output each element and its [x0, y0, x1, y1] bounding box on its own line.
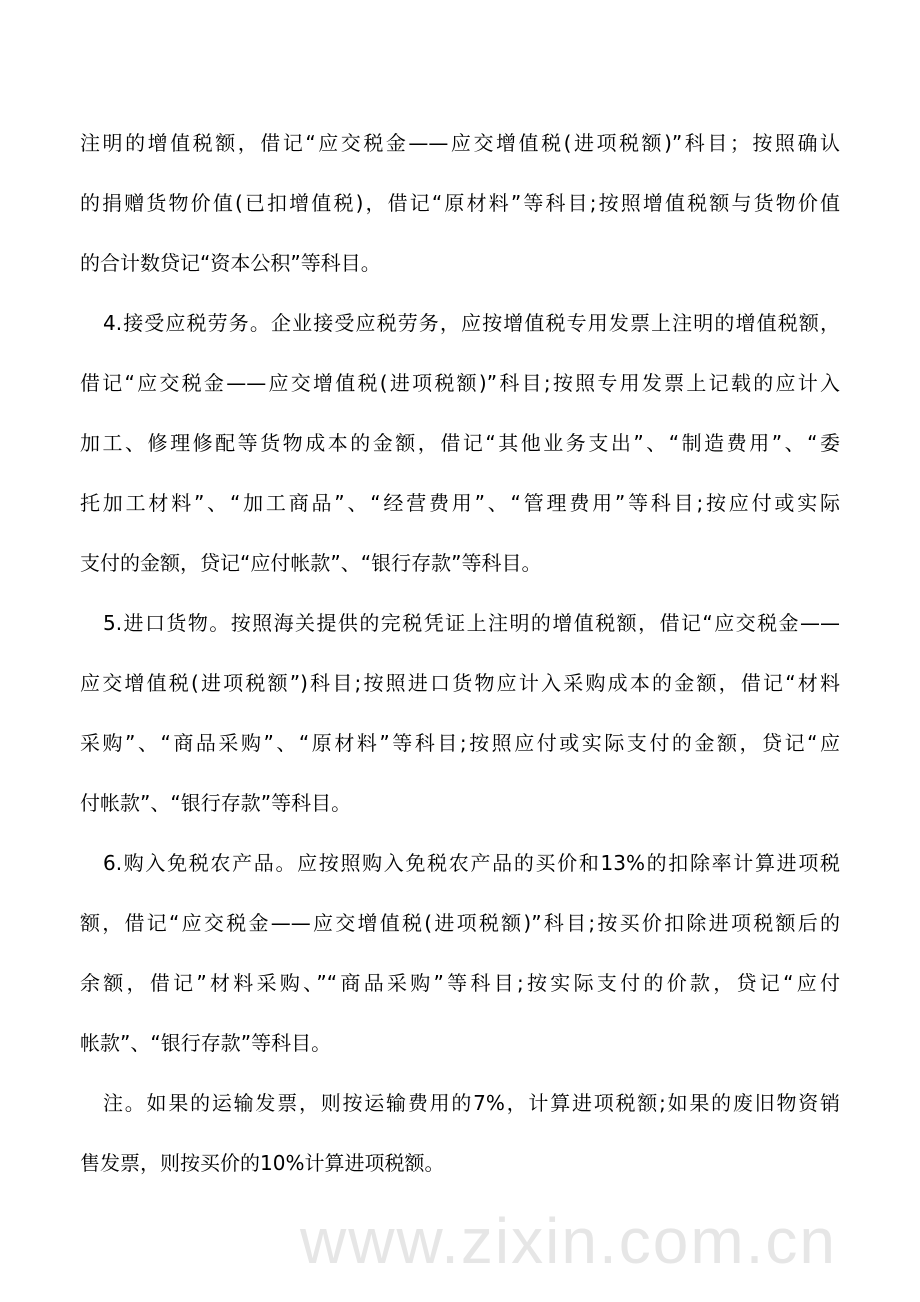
- text-line: 采购”、“商品采购”、“原材料”等科目;按照应付或实际支付的金额，贷记“应: [80, 731, 840, 755]
- note-paragraph-start: 注。如果的运输发票，则按运输费用的7%，计算进项税额;如果的废旧物资销: [103, 1091, 840, 1115]
- text-line: 售发票，则按买价的10%计算进项税额。: [80, 1151, 445, 1175]
- text-line: 应交增值税(进项税额”)科目;按照进口货物应计入采购成本的金额，借记“材料: [80, 671, 840, 695]
- paragraph-5-start: 5.进口货物。按照海关提供的完税凭证上注明的增值税额，借记“应交税金——: [103, 611, 840, 635]
- paragraph-4-start: 4.接受应税劳务。企业接受应税劳务，应按增值税专用发票上注明的增值税额，: [103, 311, 840, 335]
- watermark: www.zixin.com.cn: [300, 1205, 837, 1277]
- text-line: 帐款”、“银行存款”等科目。: [80, 1031, 332, 1055]
- text-line: 加工、修理修配等货物成本的金额，借记“其他业务支出”、“制造费用”、“委: [80, 431, 840, 455]
- text-line: 支付的金额，贷记“应付帐款”、“银行存款”等科目。: [80, 551, 542, 575]
- text-line: 的合计数贷记“资本公积”等科目。: [80, 251, 381, 275]
- text-line: 的捐赠货物价值(已扣增值税)，借记“原材料”等科目;按照增值税额与货物价值: [80, 191, 840, 215]
- text-line: 注明的增值税额，借记“应交税金——应交增值税(进项税额)”科目；按照确认: [80, 131, 840, 155]
- text-line: 借记“应交税金——应交增值税(进项税额)”科目;按照专用发票上记载的应计入: [80, 371, 840, 395]
- text-line: 托加工材料”、“加工商品”、“经营费用”、“管理费用”等科目;按应付或实际: [80, 491, 840, 515]
- text-line: 余额，借记”材料采购、”“商品采购”等科目;按实际支付的价款，贷记“应付: [80, 971, 840, 995]
- paragraph-6-start: 6.购入免税农产品。应按照购入免税农产品的买价和13%的扣除率计算进项税: [103, 851, 840, 875]
- text-line: 额，借记“应交税金——应交增值税(进项税额)”科目;按买价扣除进项税额后的: [80, 911, 840, 935]
- text-line: 付帐款”、“银行存款”等科目。: [80, 791, 352, 815]
